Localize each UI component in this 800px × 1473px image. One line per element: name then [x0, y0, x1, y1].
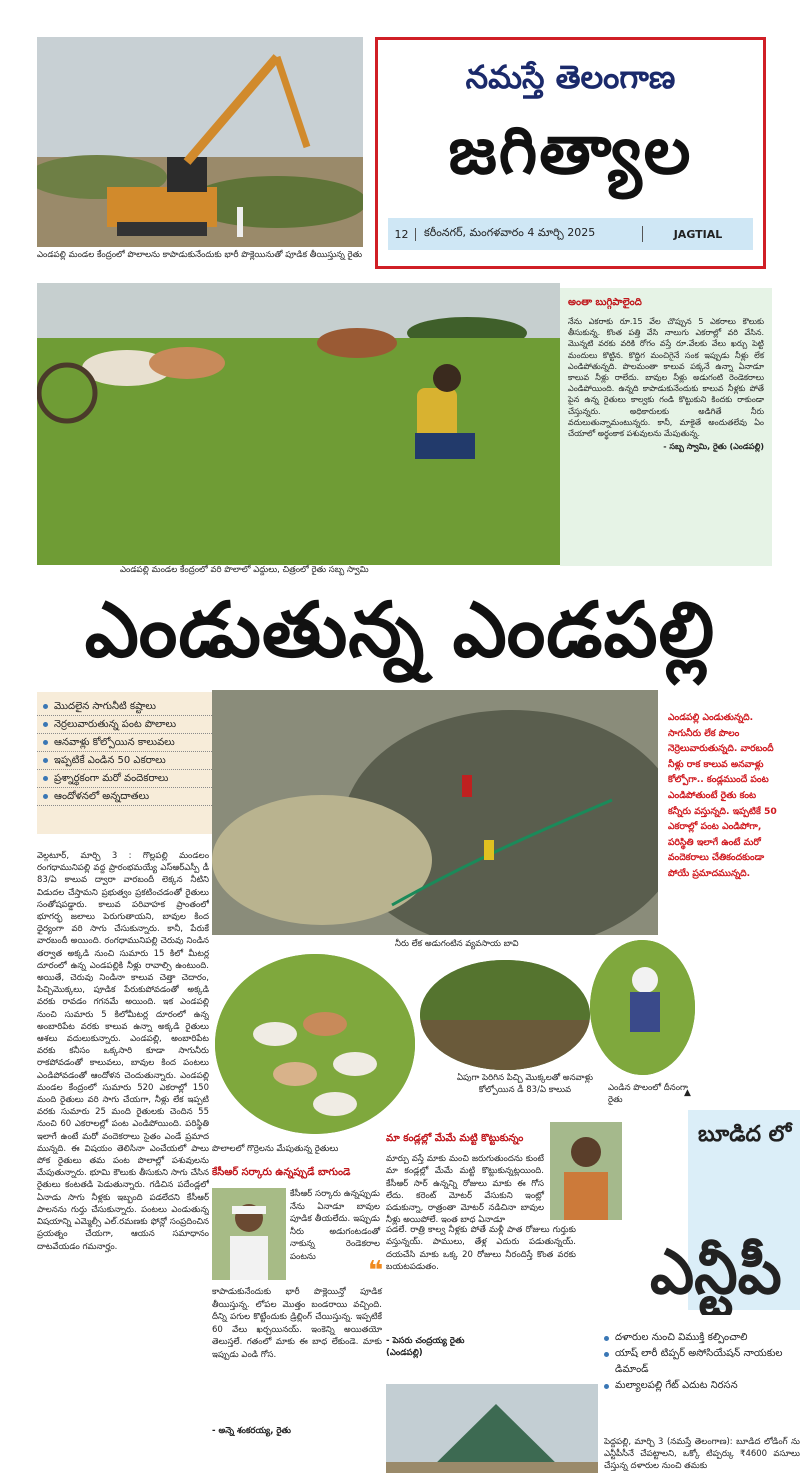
masthead-date-bar: [388, 218, 753, 250]
next-story-body: పెద్దపల్లి, మార్చి 3 (నమస్తే తెలంగాణ): బూడిద లోడింగ్ ను ఎన్టీపీసీనే చేపట్టాలని, ఒక్కో టిప్పర్కు ₹4600 వసూలు చేస్తున్న దళారుల నుంచి తమకు: [604, 1437, 800, 1471]
kcr-title: కేసీఆర్ సర్కారు ఉన్నప్పుడే బాగుండె: [212, 1167, 351, 1178]
soil-body-top: మార్పు వస్తే మాకు మంచి జరుగుతుందను కుంటే మా కండ్లల్లో మేమే మట్టి కొట్టుకున్నట్లయింది. కేసీఆర్ సార్ ఉన్నన్ని రోజులు మాకు ఈ గోస లేదు. కరెంట్ మోటర్ వేసుకుని ఇంట్లో పడుకున్నా, రాత్రంతా మోటర్ నడిచినా బావుల నీళ్లు అయిపోలే. ఇంత బాధ ఏనాడూ: [386, 1154, 544, 1226]
quote-box: [560, 288, 772, 566]
quote-title: అంతా బుగ్గిపాలైంది: [568, 297, 642, 308]
main-story: వెల్గటూర్, మార్చి 3 : గొల్లపల్లి మండలం రంగధామునిపల్లి వద్ద ప్రారంభమయ్యే ఎస్ఆర్ఎస్పీ డీ 83/ఏ కాలువ ద్వారా వారబందీ లెక్కన నీటిని విడుదల చేస్తామని ప్రభుత్వం ప్రకటించడంతో రైతులు సంతోషపడ్డారు. కాలువ పరివాహక ప్రాంతంలో భూగర్భ జలాలు పెరుగుతాయని, బావుల కింద ధైర్యంగా వరి సాగు చేసుకున్నారు. కానీ, పేరుకే వారబందీ అయింది. రంగధామునిపల్లి చెరువు నిండిన తర్వాత అక్కడి నుంచి సుమారు 15 కిలో మీటర్ల దూరంలో ఉన్న ఎండపల్లికి నీళ్లు రావాల్సి ఉంటుంది. అయితే, చెరువు నిండినా కాలువ చెత్తా చెదారం, పిచ్చిమొక్కలు, పూడిక పేరుకుపోవడంతో అక్కడి వరకు రావడం గగనమే అయింది. ఇక ఎండపల్లి నుంచి సుమారు 5 కిలోమీటర్ల దూరంలో ఉన్న అంబారిపేట వరకు కాలువ ఉన్నా అక్కడి రైతులు ఆశలు వదులుకున్నారు. ఎండపల్లి, అంబారిపేట వరకు కనీసం ఒక్కసారి కూడా సాగునీరు రాకపోవడంతో కాలువలు, బావుల కింద పంటలు ఎండిపోవడంతో ఆందోళన చెందుతున్నారు. ఎండపల్లి మండల కేంద్రంలో సుమారు 520 ఎకరాల్లో 150 మంది రైతులు వరి సాగు చేయగా, నీళ్లు లేక ఇప్పటి వరకు సుమారు 25 మంది రైతులకు చెందిన 55 నుంచి 60 ఎకరాలల్లో పంట ఎండిపోయింది. పరిస్థితి ఇలాగే ఉంటే మరో వందెకరాలు సైతం ఎండే ప్రమాద మున్నది. ఈ విషయం తెలిసినా ఎంచేయలో పాలు పోక రైతులు తమ పంట పొలాల్లో పశువులను మేపుతున్నారు. భూమి కౌలుకు తీసుకుని సాగు చేసిన రైతులు కంటతడి పెడుతున్నారు. గడిచిన పదేండ్లలో ఏనాడు సాగు నీళ్లకు ఇబ్బంది పడలేదని కేసీఆర్ పాలనను గుర్తు చేసుకున్నారు. పంటలు ఎండుతున్న విషయాన్ని ఎమ్మెల్సీ ఎల్.రమణకు ఫోన్లో సంప్రదించిన ప్రయత్నం చేయగా, ఆయన సమాధానం దాటవేయడం గమనార్హం.: [37, 851, 209, 1252]
next-bullet-item: దళారుల నుంచి విముక్తి కల్పించాలి: [604, 1330, 800, 1346]
kcr-body-right: కేసీఆర్ సర్కారు ఉన్నప్పుడు నేను ఏనాడూ బావుల పూడిక తీయలేదు. ఇప్పుడు నీరు అడుగంటడంతో నాకున్న రెండెకరాల పంటను: [290, 1189, 380, 1262]
bullet-dot-icon: [43, 794, 48, 799]
soil-byline: - పెసరు చంద్రయ్య రైతు (ఎండపల్లి): [386, 1336, 465, 1358]
bullet-dot-icon: [43, 740, 48, 745]
photo-paddy-farmer: [37, 283, 560, 565]
next-bullet-item: మల్యాలపల్లి గేట్ ఎదుట నిరసన: [604, 1378, 800, 1394]
tent-illustration: [386, 1384, 598, 1473]
headline: ఎండుతున్న ఎండపల్లి: [84, 585, 716, 674]
masthead: [375, 37, 766, 269]
photo-dried-field: [590, 940, 695, 1075]
well-illustration: [212, 690, 658, 935]
triangle-marker-icon: ▲: [684, 1088, 691, 1098]
highlight-item: ఇప్పటికే ఎండిన 50 ఎకరాలు: [37, 752, 212, 770]
photo-tent: [386, 1384, 598, 1473]
farmer-portrait: [212, 1188, 286, 1280]
soil-title: మా కండ్లల్లో మేమే మట్టి కొట్టుకున్నం: [386, 1133, 524, 1144]
excavator-illustration: [37, 37, 363, 247]
bullet-dot-icon: [604, 1352, 609, 1357]
highlight-item: మొదలైన సాగునీటి కష్టాలు: [37, 698, 212, 716]
photo-dry-well: [212, 690, 658, 935]
quote-icon: ❝: [368, 1256, 384, 1286]
photo-excavator: [37, 37, 363, 247]
canal-illustration: [420, 960, 590, 1070]
edition-name: జగిత్యాల: [448, 112, 693, 189]
next-story-bullets: [604, 1330, 800, 1394]
paper-name: నమస్తే తెలంగాణ: [465, 58, 676, 96]
photo-grass-canal: [420, 960, 590, 1070]
edition-tag: JAGTIAL: [673, 227, 723, 241]
dateline: కరీంనగర్, మంగళవారం 4 మార్చి 2025: [416, 226, 643, 242]
next-story-headline: ఎన్టీపీ: [650, 1235, 782, 1308]
caption-sheep: పొలాలలో గొర్రెలను మేపుతున్న రైతులు: [212, 1144, 339, 1154]
highlight-item: ఆనవాళ్లు కోల్పోయిన కాలువలు: [37, 734, 212, 752]
next-story-kicker: బూడిద లో: [698, 1122, 792, 1147]
bullet-dot-icon: [604, 1336, 609, 1341]
highlight-item: ప్రశ్నార్థకంగా మరో వందెకరాలు: [37, 770, 212, 788]
photo-soil-farmer: [550, 1122, 622, 1220]
quote-body: నేను ఎకరాకు రూ.15 వేల చొప్పున 5 ఎకరాలు కౌలుకు తీసుకున్న. కొంత పత్తి వేసి నాలుగు ఎకరాల్లో వరి వేసిన. మొన్నటి వరకు వరికి రోగం వస్తే రూ.వేలకు వేలు ఖర్చు పెట్టి మందులు కొట్టిన. కొద్దిగ మంచిగైనే సంక ఇప్పుడు నీళ్లు లేక ఎండిపోతున్నది. పొలమంతా కాలువ పక్కనే ఉన్నా ఏనాడూ కాలువ నీళ్లు రాలేదు. బావుల నీళ్లు అడుగంటి రెండెకరాలు ఎండిపోయింది. ఉన్నది కాపాడుకునేందుకు కాలువ నీళ్లకు పోతే పైన ఉన్న రైతులు కాల్వకు గండి కొట్టుకుని కిందకు రాకుండా చేస్తున్నరు. అధికారులకు అడిగితే నీరు వదులుతున్నామంటున్నరు. కానీ, మాకైతే అందుతలేవు ఏం చేయాలో అర్థంకాక పశువులను మేపుతున్న.: [568, 317, 764, 439]
soil-body-bottom: పడలే. రాత్రి కాల్వ నీళ్లకు పోతే మళ్లీ పాత రోజులు గుర్తుకు వస్తున్నయ్. పాములు, తేళ్ల ఎదురు పడుతున్నయ్. దయచేసి మాకు ఒక్క 20 రోజులు నీరందిస్తే కొంత వరకు బయటపడుతం.: [386, 1225, 576, 1272]
highlight-item: ఆందోళనలో అన్నదాతలు: [37, 788, 212, 806]
sheep-illustration: [215, 954, 415, 1134]
bullet-dot-icon: [43, 722, 48, 727]
bullet-dot-icon: [604, 1384, 609, 1389]
bullet-dot-icon: [43, 758, 48, 763]
caption-grass-canal: ఏపుగా పెరిగిన పిచ్చి మొక్కలతో అనవాళ్లు కోల్పోయిన డీ 83/ఏ కాలువ: [456, 1073, 594, 1095]
quote-byline: - సబ్బ స్వామి, రైతు (ఎండపల్లి): [663, 442, 764, 452]
caption-paddy: ఎండపల్లి మండల కేంద్రంలో వరి పొలాలో ఎద్దులు, చిత్రంలో రైతు సబ్బ స్వామి: [120, 565, 369, 575]
bullet-dot-icon: [43, 776, 48, 781]
caption-dried-field: ఎండిన పొలంలో దీనంగా రైతు: [608, 1083, 688, 1105]
dried-field-illustration: [590, 940, 695, 1075]
highlights-box: [37, 692, 212, 834]
photo-kcr-farmer: [212, 1188, 286, 1280]
highlight-item: నెర్రలువారుతున్న పంట పొలాలు: [37, 716, 212, 734]
farmer-portrait-2: [550, 1122, 622, 1220]
photo-sheep: [215, 954, 415, 1134]
kcr-body-full: కాపాడుకునేందుకు భారీ పొక్లెయిన్తో పూడిక తీయిస్తున్న. లోపల మొత్తం బండరాయి వచ్చింది. దీన్ని పగుల కొట్టేందుకు డ్రిల్లింగ్ చేయిస్తున్న. ఇప్పటికే 60 వేలు ఖర్చయినయ్. ఇంకెన్ని అయితయో తెలుస్తలే. గతంలో మాకు ఈ బాధ లేకుండె. మాకు ఇప్పుడు ఎండి గోస.: [212, 1287, 382, 1360]
next-bullet-item: యాష్ లారీ టిప్పర్ అసోసియేషన్ నాయకుల డిమాండ్: [604, 1346, 800, 1378]
bullet-dot-icon: [43, 704, 48, 709]
caption-excavator: ఎండపల్లి మండల కేంద్రంలో పొలాలను కాపాడుకునేందుకు భారీ పొక్లెయినుతో పూడిక తీయిస్తున్న రైతు: [37, 250, 363, 260]
paddy-illustration: [37, 283, 560, 565]
kcr-byline: - అన్నె శంకరయ్య, రైతు: [212, 1426, 291, 1436]
red-summary: ఎండపల్లి ఎండుతున్నది. సాగునీరు లేక పొలం నెర్రెలువారుతున్నది. వారబందీ నీళ్లు రాక కాలువ అనవాళ్లు కోల్పోగా.. కండ్లముందే పంట ఎండిపోతుంటే రైతు కంట కన్నీరు వస్తున్నది. ఇప్పటికే 50 ఎకరాల్లో పంట ఎండిపోగా, పరిస్థితి ఇలాగే ఉంటే మరో వందెకరాలు చేతికందకుండా పోయే ప్రమాదమున్నది.: [668, 712, 777, 879]
caption-dry-well: నీరు లేక అడుగంటిన వ్యవసాయ బావి: [395, 939, 519, 949]
page-number: 12: [388, 228, 416, 241]
